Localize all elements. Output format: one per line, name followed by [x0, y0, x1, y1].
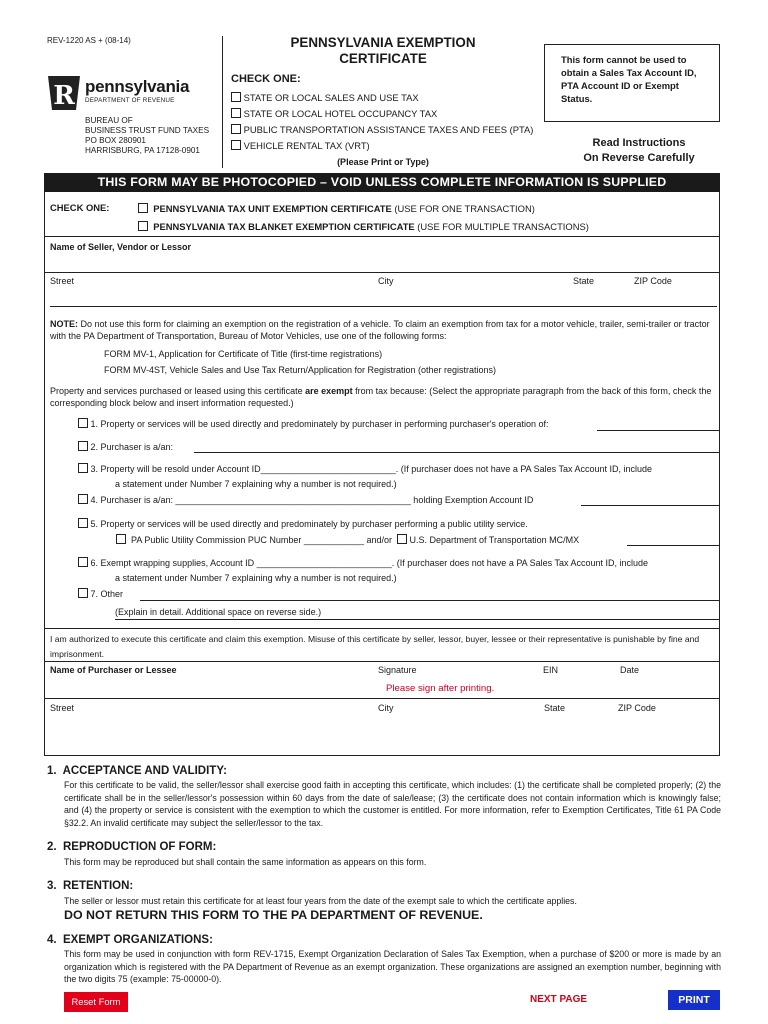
checkbox[interactable] [78, 494, 88, 504]
purchaser-ein-label: EIN [543, 665, 559, 675]
checkbox[interactable] [138, 203, 148, 213]
checkbox[interactable] [78, 518, 88, 528]
tax-option-pta[interactable]: PUBLIC TRANSPORTATION ASSISTANCE TAXES AND FEES (PTA) [231, 122, 533, 138]
purchaser-name-field[interactable] [48, 678, 368, 694]
tax-check-one-label: CHECK ONE: [231, 73, 301, 85]
sign-after-printing-note: Please sign after printing. [386, 683, 495, 694]
checkbox[interactable] [78, 588, 88, 598]
reason-1[interactable]: 1. Property or services will be used directly and predominately by purchaser in performing purchaser's operation of: [78, 418, 548, 429]
seller-name-field[interactable] [48, 254, 716, 270]
field-underline [194, 452, 720, 453]
purchaser-name-label: Name of Purchaser or Lessee [50, 665, 177, 675]
checkbox[interactable] [231, 140, 241, 150]
purchaser-street-label: Street [50, 703, 75, 713]
reason-3-note: a statement under Number 7 explaining why a number is not required.) [115, 479, 397, 489]
reason-6-note: a statement under Number 7 explaining why a number is not required.) [115, 573, 397, 583]
field-underline [115, 619, 720, 620]
form-code: REV-1220 AS + (08-14) [47, 36, 131, 45]
svg-text:R: R [53, 81, 75, 111]
reset-form-button[interactable]: Reset Form [64, 992, 128, 1012]
vehicle-note: NOTE: Do not use this form for claiming an exemption on the registration of a vehicle. To claim an exemption from tax for a motor vehicle, trailer, semi-trailer or tractor with the PA Department of Transportation, Bureau of Motor Vehicles, use one of the following forms: [50, 319, 710, 341]
photocopy-banner: THIS FORM MAY BE PHOTOCOPIED – VOID UNLESS COMPLETE INFORMATION IS SUPPLIED [44, 173, 720, 192]
reason-2[interactable]: 2. Purchaser is a/an: [78, 441, 173, 452]
purchaser-city-label: City [378, 703, 394, 713]
divider [44, 628, 720, 629]
divider [44, 272, 720, 273]
authorization-text: I am authorized to execute this certificate and claim this exemption. Misuse of this certificate by seller, lessor, buyer, lessee or their representative is punishable by fine and imprisonment. [50, 634, 700, 659]
next-page-button[interactable]: NEXT PAGE [530, 994, 588, 1005]
seller-address-field[interactable] [48, 288, 716, 304]
logo-name: pennsylvania [85, 77, 190, 96]
field-underline [597, 430, 720, 431]
logo-dept: DEPARTMENT OF REVENUE [85, 97, 175, 104]
checkbox[interactable] [78, 557, 88, 567]
purchaser-address-field[interactable] [48, 716, 716, 734]
page-title: PENNSYLVANIA EXEMPTION CERTIFICATE [290, 35, 476, 66]
checkbox[interactable] [78, 463, 88, 473]
print-or-type-note: (Please Print or Type) [337, 157, 429, 167]
divider [44, 661, 720, 662]
seller-state-label: State [573, 276, 595, 286]
tax-option-vrt[interactable]: VEHICLE RENTAL TAX (VRT) [231, 138, 533, 154]
seller-zip-label: ZIP Code [634, 276, 672, 286]
seller-city-label: City [378, 276, 394, 286]
cert-option-blanket[interactable]: PENNSYLVANIA TAX BLANKET EXEMPTION CERTIFICATE (USE FOR MULTIPLE TRANSACTIONS) [138, 218, 589, 236]
cert-check-one-label: CHECK ONE: [50, 202, 110, 213]
divider [44, 236, 720, 237]
divider [44, 698, 720, 699]
field-underline [581, 505, 720, 506]
instruction-2: 2. REPRODUCTION OF FORM: This form may be reproduced but shall contain the same information as appears on this form. [47, 841, 427, 867]
reason-5-puc[interactable]: PA Public Utility Commission PUC Number ____________ and/or U.S. Department of Transportation MC/MX [116, 534, 579, 545]
tax-option-hotel[interactable]: STATE OR LOCAL HOTEL OCCUPANCY TAX [231, 106, 533, 122]
checkbox[interactable] [231, 108, 241, 118]
bureau-address: BUREAU OF BUSINESS TRUST FUND TAXES PO BOX 280901 HARRISBURG, PA 17128-0901 [85, 116, 210, 155]
tax-option-sales-use[interactable]: STATE OR LOCAL SALES AND USE TAX [231, 90, 533, 106]
reason-4[interactable]: 4. Purchaser is a/an: _______________________________________________ holding Exemption Account ID [78, 494, 533, 505]
seller-name-label: Name of Seller, Vendor or Lessor [50, 242, 192, 252]
reason-7-explain: (Explain in detail. Additional space on reverse side.) [115, 607, 322, 617]
checkbox[interactable] [397, 534, 407, 544]
checkbox[interactable] [231, 92, 241, 102]
purchaser-date-label: Date [620, 665, 640, 675]
field-underline [50, 306, 717, 307]
tax-options [231, 90, 533, 154]
note-form-mv1: FORM MV-1, Application for Certificate of Title (first-time registrations) [104, 349, 383, 359]
purchaser-state-label: State [544, 703, 566, 713]
cert-options [138, 200, 589, 236]
reason-3[interactable]: 3. Property will be resold under Account ID___________________________. (If purchaser does not have a PA Sales Tax Account ID, include [78, 463, 652, 474]
instruction-1: 1. ACCEPTANCE AND VALIDITY: For this certificate to be valid, the seller/lessor shall exercise good faith in accepting this certificate, which includes: (1) the certificate shall be completed properly; (2) the certificate shall be in the seller/lessor's possession within 60 days from the date of sale/lease; (3) the certificate does not contain information which is knowingly false; and (4) the property or service is consistent with the exemption to which the customer is entitled. For more information, refer to Exemption Certificates, Title 61 PA Code §32.2. An invalid certificate may subject the seller/lessor to the tax. [47, 765, 721, 828]
note-form-mv4st: FORM MV-4ST, Vehicle Sales and Use Tax Return/Application for Registration (other registrations) [104, 365, 497, 375]
read-instructions: Read Instructions On Reverse Carefully [583, 137, 695, 164]
reason-6[interactable]: 6. Exempt wrapping supplies, Account ID ___________________________. (If purchaser does not have a PA Sales Tax Account ID, include [78, 557, 648, 568]
field-underline [140, 600, 720, 601]
reason-5[interactable]: 5. Property or services will be used directly and predominately by purchaser performing a public utility service. [78, 518, 528, 529]
checkbox[interactable] [78, 418, 88, 428]
do-not-return-notice: DO NOT RETURN THIS FORM TO THE PA DEPARTMENT OF REVENUE. [64, 908, 483, 922]
cert-option-unit[interactable]: PENNSYLVANIA TAX UNIT EXEMPTION CERTIFICATE (USE FOR ONE TRANSACTION) [138, 200, 589, 218]
seller-street-label: Street [50, 276, 75, 286]
instruction-3: 3. RETENTION: The seller or lessor must retain this certificate for at least four years from the date of the exempt sale to which the certificate applies. [47, 880, 577, 906]
instruction-4: 4. EXEMPT ORGANIZATIONS: This form may be used in conjunction with form REV-1715, Exempt Organization Declaration of Sales Tax Exemption, when a purchase of $200 or more is made by an organization which is registered with the PA Department of Revenue as an exempt organization. These organizations are assigned an exemption number, beginning with the two digits 75 (example: 75-00000-0). [47, 934, 721, 984]
reason-7[interactable]: 7. Other [78, 588, 123, 599]
notice-box: This form cannot be used to obtain a Sales Tax Account ID, PTA Account ID or Exempt Status. [544, 44, 720, 122]
checkbox[interactable] [116, 534, 126, 544]
checkbox[interactable] [138, 221, 148, 231]
keystone-icon [46, 74, 82, 112]
purchaser-zip-label: ZIP Code [618, 703, 656, 713]
field-underline [627, 545, 720, 546]
exempt-intro: Property and services purchased or leased using this certificate are exempt from tax because: (Select the appropriate paragraph from the back of this form, check the corresponding block below and insert information requested.) [50, 386, 712, 408]
print-button[interactable]: PRINT [668, 990, 720, 1010]
checkbox[interactable] [78, 441, 88, 451]
pa-logo [46, 74, 82, 112]
checkbox[interactable] [231, 124, 241, 134]
purchaser-signature-label: Signature [378, 665, 417, 675]
